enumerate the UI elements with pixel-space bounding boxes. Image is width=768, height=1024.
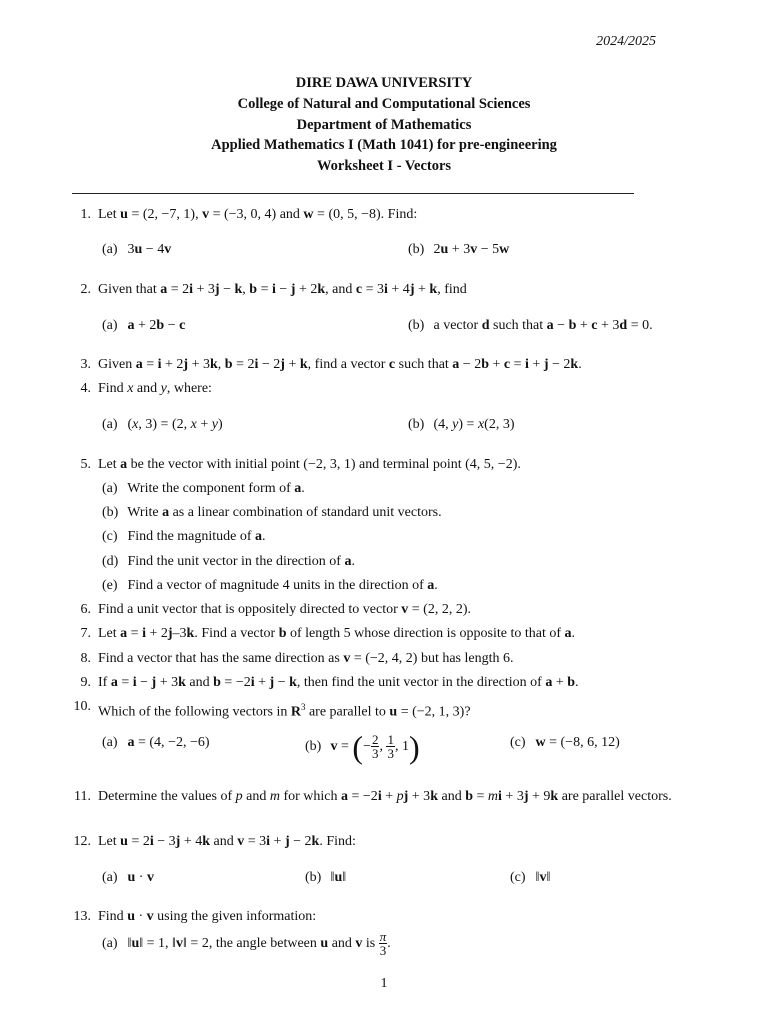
q10-part-a: (a) a = (4, −2, −6) xyxy=(102,735,210,750)
q2-part-b: (b) a vector d such that a − b + c + 3d = 0. xyxy=(408,318,653,333)
q2-part-a: (a) a + 2b − c xyxy=(102,318,186,333)
q5-part-b: (b) Write a as a linear combination of standard unit vectors. xyxy=(102,505,442,520)
q12-part-a: (a) u · v xyxy=(102,870,154,885)
academic-year: 2024/2025 xyxy=(596,34,656,49)
q4-part-a: (a) (x, 3) = (2, x + y) xyxy=(102,417,223,432)
college-name: College of Natural and Computational Sciences xyxy=(237,95,531,112)
q10-part-b: (b) v = (− $\frac{2}{3}$ , $\frac{1}{3}$ , 1) xyxy=(305,728,420,765)
course-title: Applied Mathematics I (Math 1041) for pre-engineering xyxy=(211,137,557,154)
page-number: 1 xyxy=(380,976,388,991)
q5-part-d: (d) Find the unit vector in the direction of a. xyxy=(102,554,355,569)
q5-part-a: (a) Write the component form of a. xyxy=(102,481,305,496)
department-name: Department of Mathematics xyxy=(296,116,472,133)
q1-part-a: (a) 3u − 4v xyxy=(102,242,172,257)
q12-part-b: (b) ‖u‖ xyxy=(305,870,347,885)
q1-part-b: (b) 2u + 3v − 5w xyxy=(408,242,510,257)
document-header xyxy=(0,73,768,177)
q5-part-c: (c) Find the magnitude of a. xyxy=(102,529,266,544)
q4-part-b: (b) (4, y) = x(2, 3) xyxy=(408,417,515,432)
q12-part-c: (c) ‖v‖ xyxy=(510,870,551,885)
q13-part-a: (a) ‖u‖ = 1, ‖v‖ = 2, the angle between u and v is $\frac{\pi}{3}$ . xyxy=(102,929,391,959)
worksheet-title: Worksheet I - Vectors xyxy=(316,158,452,175)
q5-part-e: (e) Find a vector of magnitude 4 units in the direction of a. xyxy=(102,578,438,593)
q10-part-c: (c) w = (−8, 6, 12) xyxy=(510,735,620,750)
header-divider xyxy=(72,193,634,194)
university-name: DIRE DAWA UNIVERSITY xyxy=(295,75,473,91)
